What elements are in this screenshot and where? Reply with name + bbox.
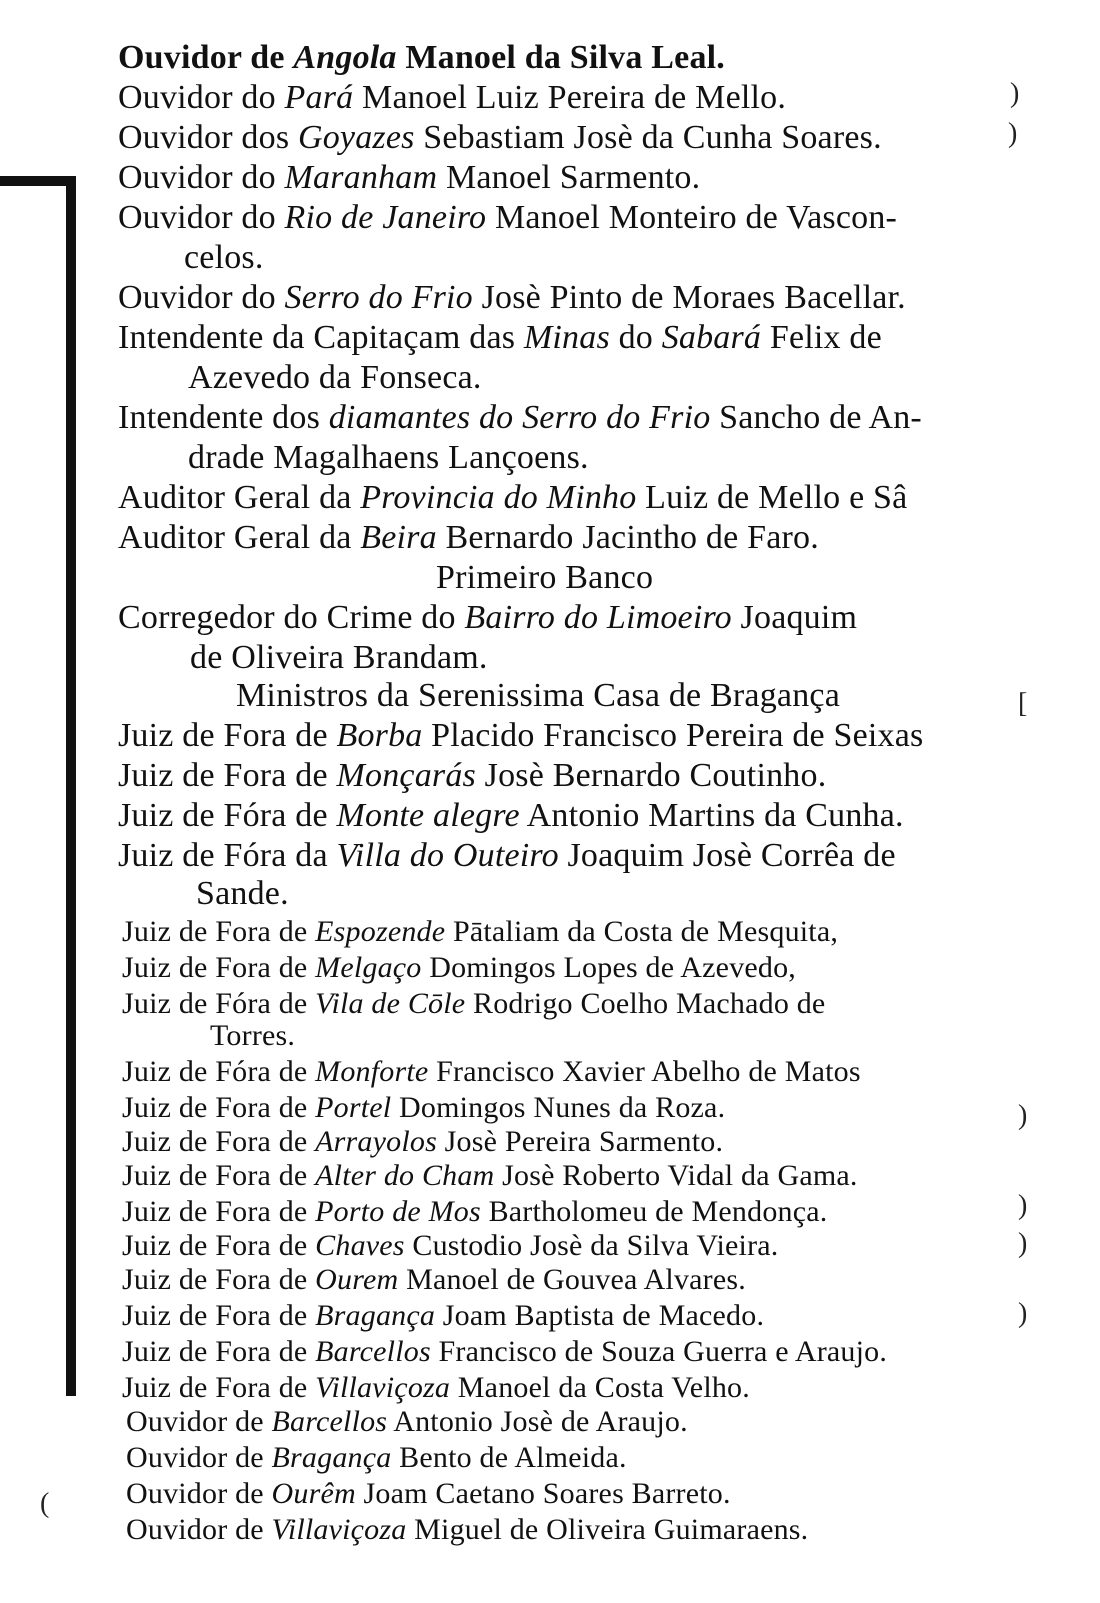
margin-mark: ) <box>1018 1100 1028 1131</box>
section-heading: Ministros da Serenissima Casa de Bragança <box>236 677 840 714</box>
margin-mark: ) <box>1010 78 1020 109</box>
text-line: Torres. <box>210 1019 296 1052</box>
text-line: drade Magalhaens Lançoens. <box>188 439 589 476</box>
text-line: Juiz de Fóra da Villa do Outeiro Joaquim Josè Corrêa de <box>118 837 896 874</box>
text-line: Corregedor do Crime do Bairro do Limoeiro Joaquim <box>118 599 858 636</box>
section-heading: Primeiro Banco <box>436 559 654 596</box>
text-line: Juiz de Fora de Villaviçoza Manoel da Costa Velho. <box>122 1371 750 1404</box>
text-line: Juiz de Fora de Chaves Custodio Josè da Silva Vieira. <box>122 1229 779 1262</box>
margin-mark: ( <box>40 1488 50 1519</box>
text-line: Ouvidor de Barcellos Antonio Josè de Araujo. <box>126 1405 688 1438</box>
text-line: Juiz de Fora de Arrayolos Josè Pereira Sarmento. <box>122 1125 724 1158</box>
margin-mark: ) <box>1008 118 1018 149</box>
text-line: Juiz de Fora de Barcellos Francisco de Souza Guerra e Araujo. <box>122 1335 888 1368</box>
text-line: Ouvidor de Ourêm Joam Caetano Soares Barreto. <box>126 1477 731 1510</box>
text-line: Auditor Geral da Beira Bernardo Jacintho de Faro. <box>118 519 819 556</box>
text-line: Juiz de Fora de Borba Placido Francisco Pereira de Seixas <box>118 717 924 754</box>
margin-mark: ) <box>1018 1190 1028 1221</box>
margin-mark: [ <box>1018 688 1028 719</box>
text-line: Sande. <box>196 875 289 912</box>
border-rule-top <box>0 176 76 186</box>
border-rule-left <box>66 178 76 1396</box>
text-line: Juiz de Fora de Bragança Joam Baptista de Macedo. <box>122 1299 765 1332</box>
text-line: celos. <box>184 239 264 276</box>
text-line: Ouvidor do Rio de Janeiro Manoel Monteiro de Vascon- <box>118 199 898 236</box>
text-line: Ouvidor de Angola Manoel da Silva Leal. <box>118 39 725 76</box>
text-line: Auditor Geral da Provincia do Minho Luiz de Mello e Sâ <box>118 479 908 516</box>
text-line: Ouvidor do Maranham Manoel Sarmento. <box>118 159 701 196</box>
text-line: Juiz de Fora de Espozende Pātaliam da Costa de Mesquita, <box>122 915 839 948</box>
text-line: Juiz de Fóra de Vila de Cōle Rodrigo Coelho Machado de <box>122 987 826 1020</box>
text-line: Intendente da Capitaçam das Minas do Sabará Felix de <box>118 319 882 356</box>
text-line: de Oliveira Brandam. <box>190 639 488 676</box>
text-line: Juiz de Fora de Melgaço Domingos Lopes de Azevedo, <box>122 951 797 984</box>
text-line: Ouvidor de Bragança Bento de Almeida. <box>126 1441 627 1474</box>
text-line: Ouvidor de Villaviçoza Miguel de Oliveira Guimaraens. <box>126 1513 809 1546</box>
text-line: Ouvidor do Pará Manoel Luiz Pereira de Mello. <box>118 79 787 116</box>
text-line: Azevedo da Fonseca. <box>188 359 482 396</box>
text-line: Juiz de Fora de Ourem Manoel de Gouvea Alvares. <box>122 1263 746 1296</box>
text-line: Juiz de Fora de Alter do Cham Josè Roberto Vidal da Gama. <box>122 1159 858 1192</box>
text-line: Juiz de Fora de Portel Domingos Nunes da Roza. <box>122 1091 726 1124</box>
margin-mark: ) <box>1018 1228 1028 1259</box>
text-line: Juiz de Fóra de Monte alegre Antonio Martins da Cunha. <box>118 797 904 834</box>
text-line: Intendente dos diamantes do Serro do Frio Sancho de An- <box>118 399 922 436</box>
text-line: Ouvidor dos Goyazes Sebastiam Josè da Cunha Soares. <box>118 119 882 156</box>
text-line: Juiz de Fora de Monçarás Josè Bernardo Coutinho. <box>118 757 827 794</box>
text-line: Ouvidor do Serro do Frio Josè Pinto de Moraes Bacellar. <box>118 279 906 316</box>
text-line: Juiz de Fora de Porto de Mos Bartholomeu de Mendonça. <box>122 1195 828 1228</box>
margin-mark: ) <box>1018 1298 1028 1329</box>
text-line: Juiz de Fóra de Monforte Francisco Xavier Abelho de Matos <box>122 1055 861 1088</box>
